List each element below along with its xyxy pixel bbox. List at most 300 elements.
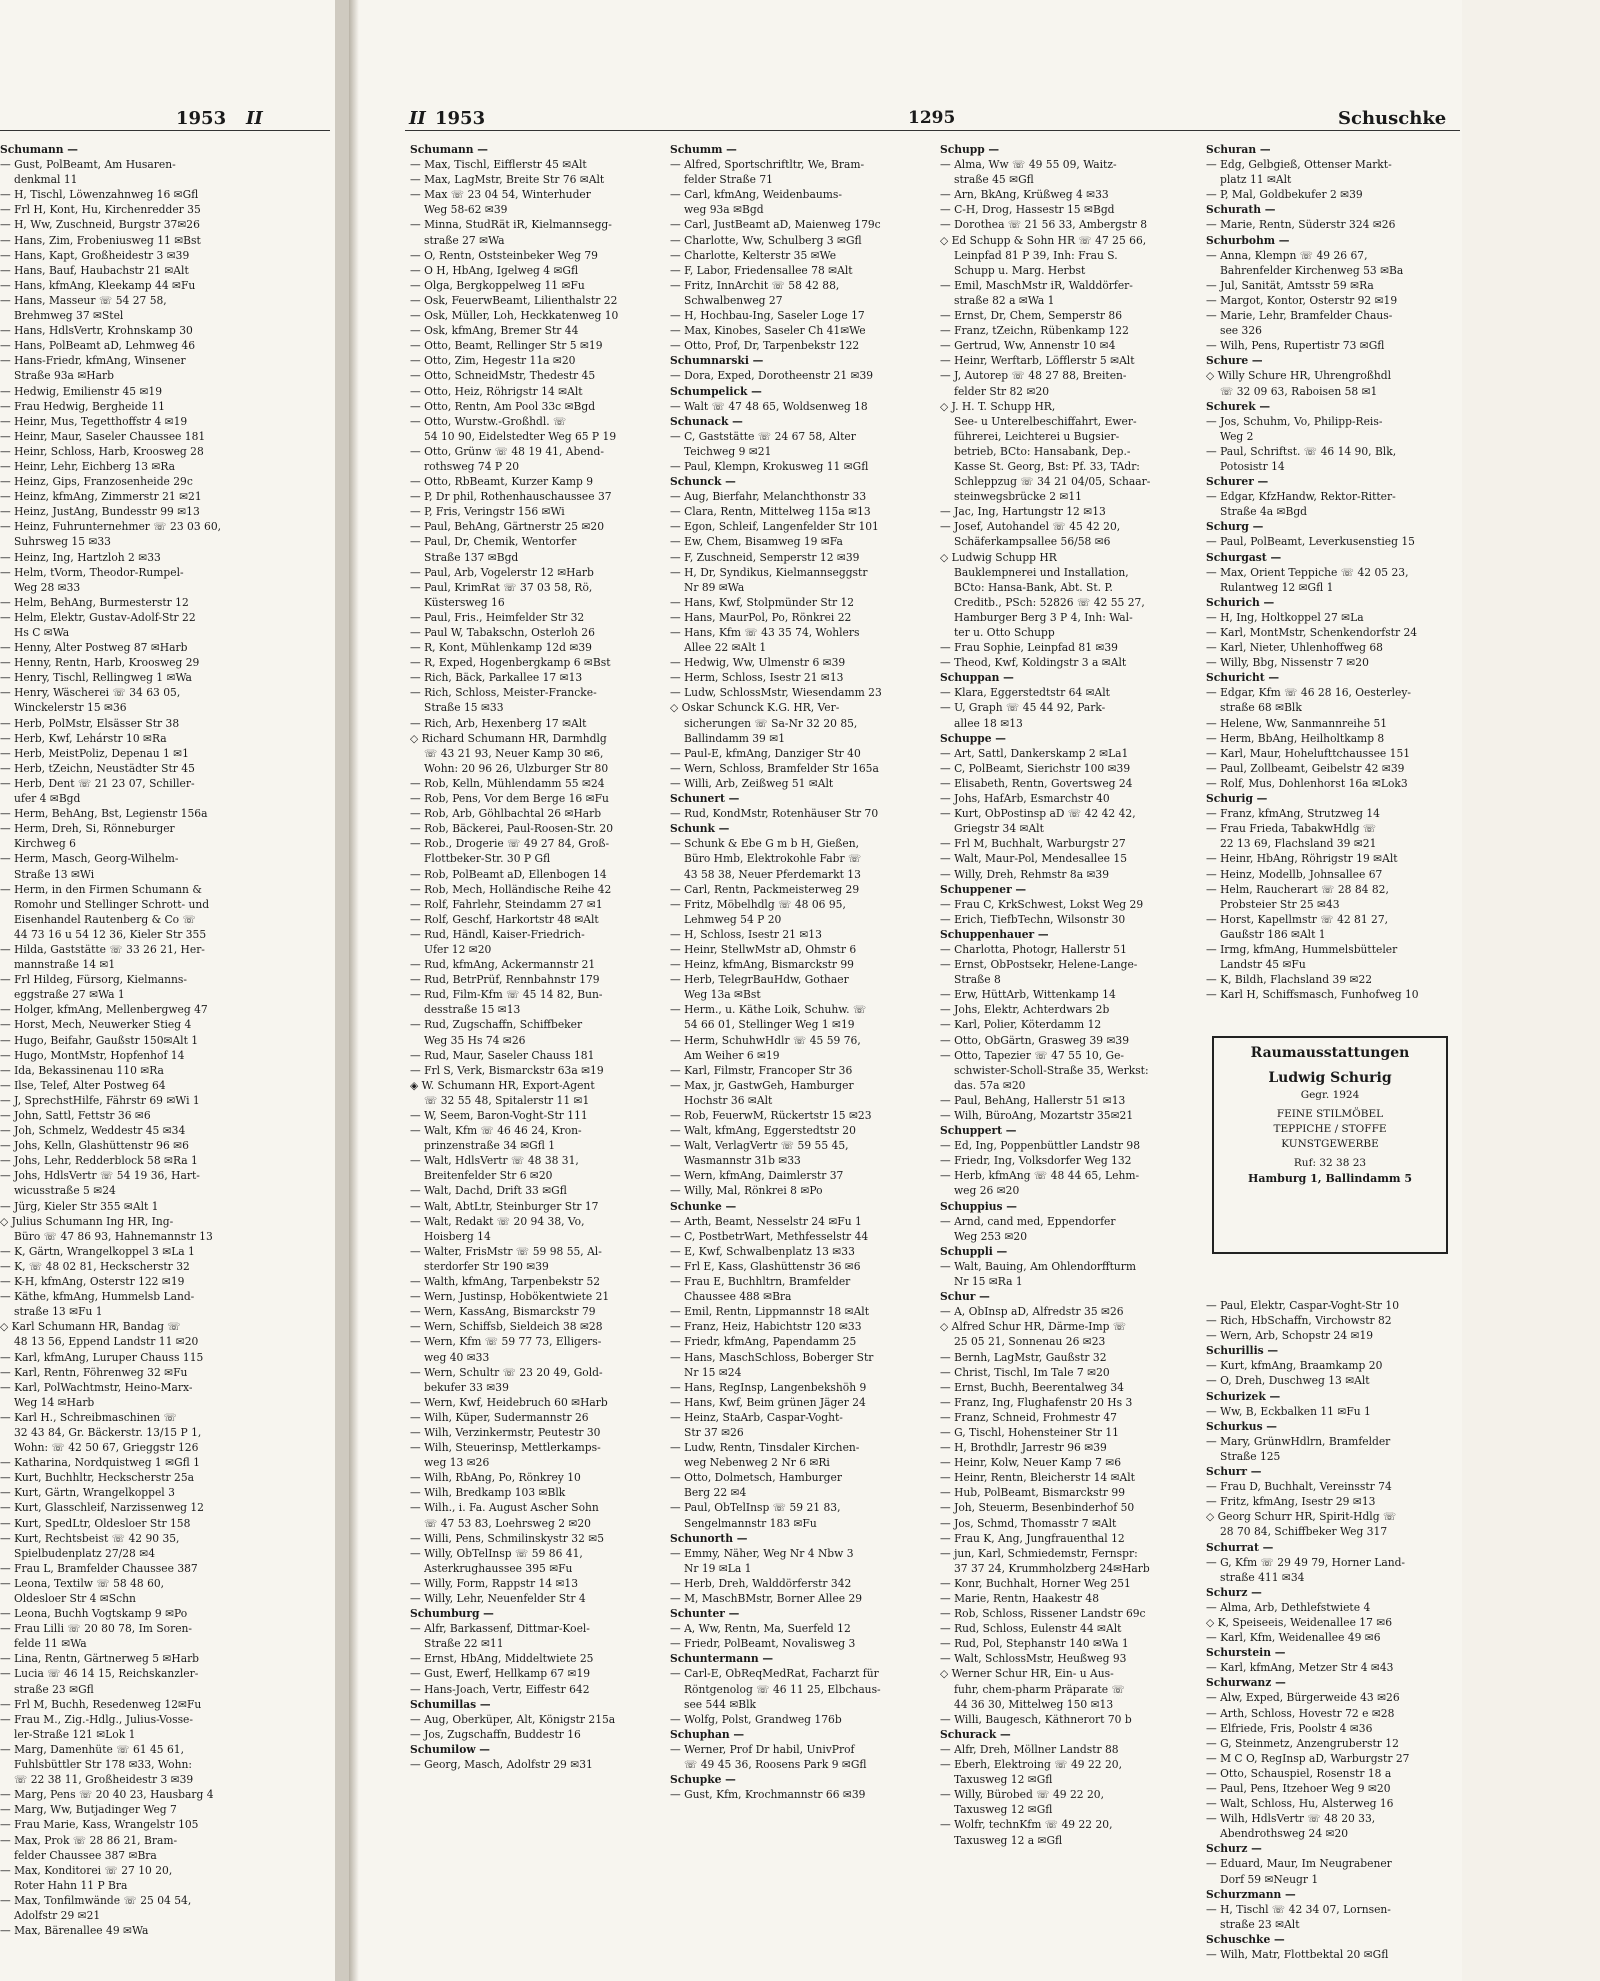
directory-entry: Probsteier Str 25 ✉43 — [1220, 897, 1340, 911]
directory-entry: Schunk — — [670, 822, 730, 836]
header-rule — [405, 130, 1460, 131]
directory-entry: — Wern, Justinsp, Hobökentwiete 21 — [410, 1290, 610, 1304]
left-page-entry: — K, Gärtn, Wrangelkoppel 3 ✉La 1 — [0, 1244, 195, 1258]
directory-entry: Schupp — — [940, 143, 1000, 156]
left-page-entry: — Hans, PolBeamt aD, Lehmweg 46 — [0, 339, 196, 353]
directory-entry: Schupp u. Marg. Herbst — [954, 263, 1086, 277]
directory-entry: Schumnarski — — [670, 354, 764, 368]
directory-entry: — Willi, Arb, Zeißweg 51 ✉Alt — [670, 776, 834, 790]
directory-entry: — Werner, Prof Dr habil, UnivProf — [670, 1742, 855, 1756]
left-page-entry: Roter Hahn 11 P Bra — [14, 1878, 128, 1892]
directory-entry: Flottbeker-Str. 30 P Gfl — [424, 852, 551, 866]
directory-entry: — Friedr, PolBeamt, Novalisweg 3 — [670, 1637, 856, 1651]
directory-entry: — Frau Sophie, Leinpfad 81 ✉39 — [940, 641, 1118, 655]
directory-entry: ◇ J. H. T. Schupp HR, — [940, 399, 1056, 413]
directory-entry: Schuphan — — [670, 1727, 745, 1741]
left-page-entry: — Holger, kfmAng, Mellenbergweg 47 — [0, 1003, 208, 1017]
directory-entry: — Fritz, Möbelhdlg ☏ 48 06 95, — [670, 897, 846, 911]
directory-entry: — Hans, MaurPol, Po, Rönkrei 22 — [670, 610, 852, 624]
directory-entry: — C-H, Drog, Hassestr 15 ✉Bgd — [940, 203, 1115, 217]
directory-entry: — C, PostbetrWart, Methfesselstr 44 — [670, 1229, 869, 1243]
directory-entry: ◇ Willy Schure HR, Uhrengroßhdl — [1206, 369, 1392, 383]
directory-entry: — Karl, kfmAng, Metzer Str 4 ✉43 — [1206, 1661, 1394, 1675]
directory-entry: — Karl, MontMstr, Schenkendorfstr 24 — [1206, 626, 1418, 639]
directory-entry: — Walt, VerlagVertr ☏ 59 55 45, — [670, 1139, 849, 1153]
directory-entry: Büro Hmb, Elektrokohle Fabr ☏ — [684, 852, 862, 866]
directory-entry: Schuppan — — [940, 671, 1014, 685]
directory-entry: Straße 15 ✉33 — [424, 701, 504, 715]
directory-entry: — Otto, Grünw ☏ 48 19 41, Abend- — [410, 444, 604, 458]
directory-entry: — Osk, kfmAng, Bremer Str 44 — [410, 324, 579, 338]
directory-entry: Nr 89 ✉Wa — [684, 580, 745, 594]
directory-entry: — Paul-E, kfmAng, Danziger Str 40 — [670, 746, 861, 760]
directory-entry: — Johs, HafArb, Esmarchstr 40 — [940, 792, 1110, 806]
left-page-entry: — Hugo, MontMstr, Hopfenhof 14 — [0, 1048, 185, 1062]
directory-entry: — Frau E, Buchhltrn, Bramfelder — [670, 1275, 851, 1289]
directory-entry: betrieb, BCto: Hansabank, Dep.- — [954, 444, 1131, 458]
directory-entry: — H, Schloss, Isestr 21 ✉13 — [670, 927, 822, 941]
directory-entry: — G, Kfm ☏ 29 49 79, Horner Land- — [1206, 1555, 1406, 1569]
directory-entry: straße 27 ✉Wa — [424, 233, 505, 247]
left-page-entry: Brehmweg 37 ✉Stel — [14, 309, 124, 323]
directory-entry: 54 66 01, Stellinger Weg 1 ✉19 — [684, 1018, 855, 1032]
directory-entry: — G, Steinmetz, Anzengruberstr 12 — [1206, 1736, 1399, 1750]
left-page-entry: — Max, Tonfilmwände ☏ 25 04 54, — [0, 1893, 192, 1907]
left-page-entry: — Heinr, Schloss, Harb, Kroosweg 28 — [0, 444, 204, 458]
directory-entry: Schäferkampsallee 56/58 ✉6 — [954, 535, 1111, 549]
directory-entry: Schunack — — [670, 414, 743, 428]
directory-entry: Schurkus — — [1206, 1419, 1277, 1433]
ad-line3: KUNSTGEWERBE — [1281, 1138, 1379, 1150]
directory-entry: — H, Brothdlr, Jarrestr 96 ✉39 — [940, 1441, 1107, 1455]
directory-entry: Schuppius — — [940, 1199, 1017, 1213]
directory-entry: — Otto, Schauspiel, Rosenstr 18 a — [1206, 1766, 1392, 1780]
directory-entry: — Christ, Tischl, Im Tale 7 ✉20 — [940, 1365, 1110, 1379]
directory-entry: das. 57a ✉20 — [954, 1078, 1026, 1092]
directory-entry: — Dorothea ☏ 21 56 33, Ambergstr 8 — [940, 218, 1148, 232]
directory-entry: 44 36 30, Mittelweg 150 ✉13 — [954, 1697, 1114, 1711]
directory-entry: — Eberh, Elektroing ☏ 49 22 20, — [940, 1758, 1122, 1772]
directory-entry: — Heinz, Modellb, Johnsallee 67 — [1206, 867, 1383, 881]
directory-entry: Straße 125 — [1220, 1449, 1281, 1463]
directory-entry: — Otto, Zim, Hegestr 11a ✉20 — [410, 354, 576, 368]
left-page-entry: — H, Ww, Zuschneid, Burgstr 37✉26 — [0, 218, 200, 232]
directory-entry: — Rob, Kelln, Mühlendamm 55 ✉24 — [410, 776, 605, 790]
left-page-entry: — Karl, kfmAng, Luruper Chauss 115 — [0, 1350, 204, 1364]
directory-entry: — Wolfg, Polst, Grandweg 176b — [670, 1712, 842, 1726]
directory-entry: — Fritz, InnArchit ☏ 58 42 88, — [670, 278, 840, 292]
directory-entry: — Edgar, Kfm ☏ 46 28 16, Oesterley- — [1206, 686, 1411, 700]
left-header-rule — [0, 130, 330, 131]
ad-title-line2: Ludwig Schurig — [1268, 1070, 1392, 1086]
left-page-entry: — Henny, Rentn, Harb, Kroosweg 29 — [0, 656, 200, 670]
directory-entry: — Frau C, KrkSchwest, Lokst Weg 29 — [940, 897, 1144, 911]
left-page-entry: — Heinr, Lehr, Eichberg 13 ✉Ra — [0, 459, 176, 473]
left-page-entry: — Ilse, Telef, Alter Postweg 64 — [0, 1078, 166, 1092]
directory-entry: 25 05 21, Sonnenau 26 ✉23 — [954, 1335, 1106, 1349]
directory-entry: — Max, jr, GastwGeh, Hamburger — [670, 1078, 854, 1092]
ad-line2: TEPPICHE / STOFFE — [1273, 1123, 1387, 1135]
directory-entry: — Rud, kfmAng, Ackermannstr 21 — [410, 958, 596, 972]
directory-entry: — Walt, kfmAng, Eggerstedtstr 20 — [670, 1124, 856, 1138]
directory-entry: — Carl-E, ObReqMedRat, Facharzt für — [670, 1667, 879, 1681]
left-page-entry: — Max, Konditorei ☏ 27 10 20, — [0, 1863, 173, 1877]
directory-entry: Schurack — — [940, 1727, 1011, 1741]
directory-entry: straße 411 ✉34 — [1220, 1570, 1305, 1584]
directory-entry: — Jos, Zugschaffn, Buddestr 16 — [410, 1727, 581, 1741]
directory-entry: — Otto, Prof, Dr, Tarpenbekstr 122 — [670, 339, 860, 353]
directory-entry: — A, ObInsp aD, Alfredstr 35 ✉26 — [940, 1305, 1124, 1319]
directory-entry: — Ernst, Dr, Chem, Semperstr 86 — [940, 309, 1123, 323]
directory-entry: — Clara, Rentn, Mittelweg 115a ✉13 — [670, 505, 871, 519]
directory-entry: — Konr, Buchhalt, Horner Weg 251 — [940, 1576, 1131, 1590]
left-page-entry: Wohn: ☏ 42 50 67, Grieggstr 126 — [14, 1441, 199, 1455]
directory-entry: — Anna, Klempn ☏ 49 26 67, — [1206, 248, 1368, 262]
directory-entry: 22 13 69, Flachsland 39 ✉21 — [1220, 837, 1377, 851]
directory-entry: Weg 58-62 ✉39 — [424, 203, 508, 217]
left-page-entry: — Lina, Rentn, Gärtnerweg 5 ✉Harb — [0, 1652, 200, 1666]
directory-entry: — Karl, Maur, Hohelufttchaussee 151 — [1206, 746, 1411, 760]
directory-entry: — Ernst, HbAng, Middeltwiete 25 — [410, 1652, 594, 1666]
directory-entry: — Wilh, Bredkamp 103 ✉Blk — [410, 1486, 566, 1500]
directory-entry: — O H, HbAng, Igelweg 4 ✉Gfl — [410, 263, 579, 277]
left-page-entry: — Käthe, kfmAng, Hummelsb Land- — [0, 1290, 195, 1304]
directory-entry: Schumann — — [410, 143, 488, 156]
directory-entry: — jun, Karl, Schmiedemstr, Fernspr: — [940, 1546, 1138, 1560]
left-page-entry: — Helm, tVorm, Theodor-Rumpel- — [0, 565, 184, 579]
directory-entry: — Charlotte, Kelterstr 35 ✉We — [670, 248, 837, 262]
directory-entry: Nr 15 ✉Ra 1 — [954, 1275, 1023, 1289]
left-page-entry: — Herb, Dent ☏ 21 23 07, Schiller- — [0, 776, 195, 790]
directory-entry: — Art, Sattl, Dankerskamp 2 ✉La1 — [940, 746, 1129, 760]
directory-entry: straße 45 ✉Gfl — [954, 173, 1034, 187]
directory-entry: — Rolf, Mus, Dohlenhorst 16a ✉Lok3 — [1206, 776, 1408, 790]
left-page-entry: Fuhlsbüttler Str 178 ✉33, Wohn: — [14, 1758, 192, 1772]
directory-entry: — Jul, Sanität, Amtsstr 59 ✉Ra — [1206, 278, 1374, 292]
directory-entry: — Rud, Händl, Kaiser-Friedrich- — [410, 927, 585, 941]
directory-entry: Schwalbenweg 27 — [684, 293, 783, 307]
directory-entry: — Rob, PolBeamt aD, Ellenbogen 14 — [410, 867, 607, 881]
directory-entry: Landstr 45 ✉Fu — [1220, 958, 1306, 972]
left-page-entry: — Henry, Wäscherei ☏ 34 63 05, — [0, 686, 181, 700]
directory-entry: ☏ 43 21 93, Neuer Kamp 30 ✉6, — [424, 746, 604, 760]
ad-address: Hamburg 1, Ballindamm 5 — [1247, 1172, 1413, 1185]
directory-entry: — Paul, PolBeamt, Leverkusenstieg 15 — [1206, 535, 1415, 549]
ad-title-line1: Raumausstattungen — [1250, 1045, 1410, 1061]
ad-line1: FEINE STILMÖBEL — [1276, 1108, 1384, 1120]
left-page-entry: — Herb, MeistPoliz, Depenau 1 ✉1 — [0, 746, 189, 760]
directory-entry: Schurich — — [1206, 595, 1275, 609]
directory-entry: ◇ Georg Schurr HR, Spirit-Hdlg ☏ — [1206, 1510, 1397, 1524]
directory-entry: sicherungen ☏ Sa-Nr 32 20 85, — [684, 716, 858, 730]
directory-entry: — Otto, ObGärtn, Grasweg 39 ✉39 — [940, 1033, 1130, 1047]
directory-entry: Straße 8 — [954, 973, 1001, 987]
left-page-entry: — Marg, Damenhüte ☏ 61 45 61, — [0, 1742, 184, 1756]
directory-entry: — J, Autorep ☏ 48 27 88, Breiten- — [940, 369, 1127, 383]
directory-entry: — Willy, Dreh, Rehmstr 8a ✉39 — [940, 867, 1110, 881]
directory-entry: Weg 2 — [1220, 429, 1254, 443]
directory-entry: see 326 — [1220, 324, 1262, 338]
directory-entry: — F, Labor, Friedensallee 78 ✉Alt — [670, 263, 853, 277]
directory-entry: — Willy, Bbg, Nissenstr 7 ✉20 — [1206, 656, 1369, 670]
left-page-entry: ☏ 22 38 11, Großheidestr 3 ✉39 — [14, 1773, 194, 1787]
directory-entry: Hamburger Berg 3 P 4, Inh: Wal- — [954, 610, 1133, 624]
directory-entry: — Heinr, Werftarb, Löfflerstr 5 ✉Alt — [940, 354, 1135, 368]
left-page-entry: — K-H, kfmAng, Osterstr 122 ✉19 — [0, 1275, 185, 1289]
directory-entry: — Rob, Pens, Vor dem Berge 16 ✉Fu — [410, 792, 609, 806]
directory-entry: Kasse St. Georg, Bst: Pf. 33, TAdr: — [954, 459, 1140, 473]
directory-entry: Griegstr 34 ✉Alt — [954, 822, 1044, 836]
left-page-entry: — Ida, Bekassinenau 110 ✉Ra — [0, 1063, 164, 1077]
left-page-entry: — Karl, Rentn, Föhrenweg 32 ✉Fu — [0, 1365, 188, 1379]
directory-entry: Schurillis — — [1206, 1344, 1279, 1358]
directory-entry: Taxusweg 12 a ✉Gfl — [954, 1833, 1063, 1847]
directory-entry: Straße 22 ✉11 — [424, 1637, 504, 1651]
directory-entry: — P, Fris, Veringstr 156 ✉Wi — [410, 505, 565, 519]
directory-entry: Hoisberg 14 — [424, 1229, 491, 1243]
directory-entry: Schurg — — [1206, 520, 1264, 534]
directory-entry: — Arth, Schloss, Hovestr 72 e ✉28 — [1206, 1706, 1395, 1720]
directory-entry: — Karl, Filmstr, Francoper Str 36 — [670, 1063, 853, 1077]
directory-entry: Ufer 12 ✉20 — [424, 942, 492, 956]
directory-entry: — Marie, Lehr, Bramfelder Chaus- — [1206, 309, 1393, 323]
directory-entry: — Gust, Kfm, Krochmannstr 66 ✉39 — [670, 1788, 866, 1802]
left-page-entry: — Heinr, Maur, Saseler Chaussee 181 — [0, 429, 206, 443]
directory-entry: — Jos, Schmd, Thomasstr 7 ✉Alt — [940, 1516, 1117, 1530]
directory-entry: — Aug, Bierfahr, Melanchthonstr 33 — [670, 490, 867, 504]
directory-entry: Schuschke — — [1206, 1932, 1285, 1946]
directory-entry: — Franz, Ing, Flughafenstr 20 Hs 3 — [940, 1395, 1133, 1409]
directory-entry: weg 26 ✉20 — [954, 1184, 1020, 1198]
left-page-entry: — Frau Lilli ☏ 20 80 78, Im Soren- — [0, 1622, 193, 1636]
directory-entry: — O, Dreh, Duschweg 13 ✉Alt — [1206, 1374, 1370, 1388]
directory-entry: Schuppener — — [940, 882, 1027, 896]
left-page-entry: Eisenhandel Rautenberg & Co ☏ — [14, 912, 196, 926]
left-page-entry: — Helm, Elektr, Gustav-Adolf-Str 22 — [0, 610, 196, 624]
directory-entry: — Wern, Kfm ☏ 59 77 73, Elligers- — [410, 1335, 602, 1349]
directory-entry: — Hans, RegInsp, Langenbekshöh 9 — [670, 1380, 867, 1394]
directory-entry: Schumburg — — [410, 1607, 494, 1621]
directory-entry: — Rob, Bäckerei, Paul-Roosen-Str. 20 — [410, 822, 614, 836]
directory-entry: — H, Dr, Syndikus, Kielmannseggstr — [670, 565, 868, 579]
directory-entry: — Wolfr, technKfm ☏ 49 22 20, — [940, 1818, 1113, 1832]
directory-entry: — Walt, AbtLtr, Steinburger Str 17 — [410, 1199, 599, 1213]
left-page-entry: — Karl H., Schreibmaschinen ☏ — [0, 1410, 177, 1424]
directory-entry: — Erw, HüttArb, Wittenkamp 14 — [940, 988, 1116, 1002]
directory-entry: — Wern, kfmAng, Daimlerstr 37 — [670, 1169, 844, 1183]
directory-column-1 — [410, 142, 668, 1822]
directory-entry: Abendrothsweg 24 ✉20 — [1220, 1827, 1349, 1841]
left-page-entry: eggstraße 27 ✉Wa 1 — [14, 988, 125, 1002]
left-page-entry: — Johs, Lehr, Redderblock 58 ✉Ra 1 — [0, 1154, 198, 1168]
directory-entry: — Rud, Pol, Stephanstr 140 ✉Wa 1 — [940, 1637, 1129, 1651]
directory-entry: — Osk, Müller, Loh, Heckkatenweg 10 — [410, 309, 619, 323]
directory-entry: straße 68 ✉Blk — [1220, 701, 1302, 715]
directory-entry: Berg 22 ✉4 — [684, 1486, 747, 1500]
directory-entry: Schuppe — — [940, 731, 1006, 745]
directory-entry: 54 10 90, Eidelstedter Weg 65 P 19 — [424, 429, 617, 443]
page-year: 1953 — [435, 108, 486, 129]
directory-entry: — Ludw, SchlossMstr, Wiesendamm 23 — [670, 686, 882, 700]
directory-entry: — Hub, PolBeamt, Bismarckstr 99 — [940, 1486, 1126, 1500]
left-page-entry: — Leona, Buchh Vogtskamp 9 ✉Po — [0, 1607, 188, 1621]
directory-entry: — Max, Tischl, Eifflerstr 45 ✉Alt — [410, 158, 587, 172]
directory-entry: Taxusweg 12 ✉Gfl — [954, 1773, 1053, 1787]
directory-entry: — Fritz, kfmAng, Isestr 29 ✉13 — [1206, 1495, 1376, 1509]
directory-entry: — Max, Kinobes, Saseler Ch 41✉We — [670, 324, 866, 338]
left-page-entry: 44 73 16 u 54 12 36, Kieler Str 355 — [14, 927, 207, 941]
directory-entry: — Willy, Lehr, Neuenfelder Str 4 — [410, 1592, 586, 1605]
directory-entry: Chaussee 488 ✉Bra — [684, 1290, 792, 1304]
directory-entry: — Herm, Schloss, Isestr 21 ✉13 — [670, 671, 844, 685]
left-page-entry: — Hedwig, Emilienstr 45 ✉19 — [0, 384, 163, 398]
left-page-entry: Spielbudenplatz 27/28 ✉4 — [14, 1546, 156, 1560]
directory-entry: — Paul, Schriftst. ☏ 46 14 90, Blk, — [1206, 444, 1397, 458]
directory-entry: — Otto, Beamt, Rellinger Str 5 ✉19 — [410, 339, 603, 353]
directory-entry: Creditb., PSch: 52826 ☏ 42 55 27, — [954, 595, 1145, 609]
directory-entry: sterdorfer Str 190 ✉39 — [424, 1259, 549, 1273]
left-page-entry: — Gust, PolBeamt, Am Husaren- — [0, 158, 176, 172]
directory-entry: — Gust, Ewerf, Hellkamp 67 ✉19 — [410, 1667, 591, 1681]
directory-entry: — Friedr, kfmAng, Papendamm 25 — [670, 1335, 857, 1349]
left-page-entry: 32 43 84, Gr. Bäckerstr. 13/15 P 1, — [14, 1425, 202, 1439]
left-page-entry: — Herb, Kwf, Lehárstr 10 ✉Ra — [0, 731, 167, 745]
directory-entry: — Wilh, Küper, Sudermannstr 26 — [410, 1410, 589, 1424]
directory-entry: — Georg, Masch, Adolfstr 29 ✉31 — [410, 1758, 593, 1772]
directory-entry: felder Str 82 ✉20 — [954, 384, 1050, 398]
directory-entry: — G, Tischl, Hohensteiner Str 11 — [940, 1425, 1119, 1439]
left-page-entry: ◇ Karl Schumann HR, Bandag ☏ — [0, 1320, 181, 1334]
directory-entry: platz 11 ✉Alt — [1220, 173, 1292, 187]
directory-entry: Schurr — — [1206, 1465, 1262, 1479]
directory-entry: fuhr, chem-pharm Präparate ☏ — [954, 1682, 1125, 1696]
directory-entry: — Wilh, Matr, Flottbektal 20 ✉Gfl — [1206, 1948, 1389, 1962]
directory-entry: — Paul, Dr, Chemik, Wentorfer — [410, 535, 577, 549]
directory-entry: — Wilh, Verzinkermstr, Peutestr 30 — [410, 1425, 601, 1439]
directory-entry: — C, Gaststätte ☏ 24 67 58, Alter — [670, 429, 856, 443]
directory-entry: — Willy, ObTelInsp ☏ 59 86 41, — [410, 1546, 583, 1560]
directory-entry: — Jac, Ing, Hartungstr 12 ✉13 — [940, 505, 1106, 519]
left-page-entry: — Herm, in den Firmen Schumann & — [0, 882, 202, 896]
directory-entry: — Ernst, Buchh, Beerentalweg 34 — [940, 1380, 1124, 1394]
left-page-entry: — Heinr, Mus, Tegetthoffstr 4 ✉19 — [0, 414, 188, 428]
directory-entry: — Emmy, Näher, Weg Nr 4 Nbw 3 — [670, 1546, 854, 1560]
directory-entry: — Edgar, KfzHandw, Rektor-Ritter- — [1206, 490, 1396, 504]
directory-entry: — Friedr, Ing, Volksdorfer Weg 132 — [940, 1154, 1132, 1168]
directory-entry: Schumilow — — [410, 1742, 490, 1756]
left-page-entry: ler-Straße 121 ✉Lok 1 — [14, 1727, 136, 1741]
directory-entry: — Karl H, Schiffsmasch, Funhofweg 10 — [1206, 988, 1419, 1002]
directory-entry: — M C O, RegInsp aD, Warburgstr 27 — [1206, 1751, 1410, 1765]
directory-entry: — Carl, JustBeamt aD, Maienweg 179c — [670, 218, 881, 232]
directory-entry: — Willi, Pens, Schmilinskystr 32 ✉5 — [410, 1531, 605, 1545]
directory-entry: ☏ 47 53 83, Loehrsweg 2 ✉20 — [424, 1516, 591, 1530]
directory-entry: — Wilh, Steuerinsp, Mettlerkamps- — [410, 1441, 601, 1455]
left-page-entry: — Heinz, Ing, Hartzloh 2 ✉33 — [0, 550, 161, 564]
directory-entry: — Edg, Gelbgieß, Ottenser Markt- — [1206, 158, 1392, 172]
directory-entry: Schurzmann — — [1206, 1887, 1296, 1901]
left-page-entry: Kirchweg 6 — [14, 837, 76, 851]
directory-entry: — Rob, FeuerwM, Rückertstr 15 ✉23 — [670, 1109, 872, 1122]
directory-entry: — H, Ing, Holtkoppel 27 ✉La — [1206, 610, 1364, 624]
directory-entry: — Franz, Heiz, Habichtstr 120 ✉33 — [670, 1320, 862, 1334]
directory-entry: Schuppenhauer — — [940, 927, 1049, 941]
directory-entry: Wasmannstr 31b ✉33 — [684, 1154, 801, 1168]
directory-entry: — Rud, BetrPrüf, Rennbahnstr 179 — [410, 973, 600, 987]
left-page-entry: — Jürg, Kieler Str 355 ✉Alt 1 — [0, 1199, 159, 1213]
left-page-entry: Büro ☏ 47 86 93, Hahnemannstr 13 — [14, 1229, 213, 1243]
directory-entry: — Schunk & Ebe G m b H, Gießen, — [670, 837, 860, 851]
directory-entry: weg 40 ✉33 — [424, 1350, 490, 1364]
directory-entry: — Rich, HbSchaffn, Virchowstr 82 — [1206, 1314, 1392, 1328]
directory-entry: — Rolf, Fahrlehr, Steindamm 27 ✉1 — [410, 897, 603, 911]
directory-entry: — Alw, Exped, Bürgerweide 43 ✉26 — [1206, 1691, 1400, 1705]
left-page-entry: — Katharina, Nordquistweg 1 ✉Gfl 1 — [0, 1456, 200, 1470]
directory-entry: — Franz, kfmAng, Strutzweg 14 — [1206, 807, 1380, 821]
left-page-entry: — Hans, Kapt, Großheidestr 3 ✉39 — [0, 248, 190, 262]
directory-entry: — Rob, Schloss, Rissener Landstr 69c — [940, 1607, 1146, 1621]
left-page-entry: — Herb, tZeichn, Neustädter Str 45 — [0, 761, 195, 775]
left-page-entry: Schumann — — [0, 143, 78, 156]
left-page-entry: Winckelerstr 15 ✉36 — [14, 701, 127, 715]
directory-entry: — Bernh, LagMstr, Gaußstr 32 — [940, 1350, 1107, 1364]
directory-entry: — Erich, TiefbTechn, Wilsonstr 30 — [940, 912, 1126, 926]
left-page-entry: denkmal 11 — [14, 173, 78, 187]
left-page-entry: Romohr und Stellinger Schrott- und — [14, 897, 210, 911]
directory-entry: Schupke — — [670, 1773, 736, 1787]
directory-column-4-continued — [1206, 1298, 1458, 1962]
left-page-entry: — Hans, Zim, Frobeniusweg 11 ✉Bst — [0, 233, 201, 247]
directory-entry: — Arn, BkAng, Krüßweg 4 ✉33 — [940, 188, 1109, 202]
directory-entry: — Hans, Kfm ☏ 43 35 74, Wohlers — [670, 626, 860, 639]
left-page-entry: — Karl, PolWachtmstr, Heino-Marx- — [0, 1380, 193, 1394]
left-page-entry: — Kurt, Gärtn, Wrangelkoppel 3 — [0, 1486, 175, 1500]
left-page-entry: — Heinz, Gips, Franzosenheide 29c — [0, 475, 193, 489]
directory-entry: see 544 ✉Blk — [684, 1697, 757, 1711]
directory-entry: — E, Kwf, Schwalbenplatz 13 ✉33 — [670, 1244, 855, 1258]
directory-entry: BCto: Hansa-Bank, Abt. St. P. — [954, 580, 1113, 594]
left-page-entry: — Frau Marie, Kass, Wrangelstr 105 — [0, 1818, 199, 1832]
page-roman-numeral: II — [409, 108, 426, 129]
directory-entry: — Elisabeth, Rentn, Govertsweg 24 — [940, 776, 1133, 790]
left-page-entry: — Lucia ☏ 46 14 15, Reichskanzler- — [0, 1667, 199, 1681]
directory-entry: — Elfriede, Fris, Poolstr 4 ✉36 — [1206, 1721, 1373, 1735]
left-page-entry: — Horst, Mech, Neuwerker Stieg 4 — [0, 1018, 192, 1032]
directory-entry: — Helm, Raucherart ☏ 28 84 82, — [1206, 882, 1389, 896]
directory-entry: — U, Graph ☏ 45 44 92, Park- — [940, 701, 1106, 715]
directory-entry: Schunert — — [670, 792, 740, 806]
directory-entry: Schunck — — [670, 475, 736, 489]
left-page-entry: — Kurt, SpedLtr, Oldesloer Str 158 — [0, 1516, 191, 1530]
directory-entry: Röntgenolog ☏ 46 11 25, Elbchaus- — [684, 1682, 881, 1696]
directory-entry: — H, Tischl ☏ 42 34 07, Lornsen- — [1206, 1902, 1391, 1916]
directory-entry: — Herm., u. Käthe Loik, Schuhw. ☏ — [670, 1003, 867, 1017]
directory-entry: — Emil, MaschMstr iR, Walddörfer- — [940, 278, 1133, 292]
directory-entry: — Paul, Arb, Vogelerstr 12 ✉Harb — [410, 565, 594, 579]
directory-entry: — Walt, Schloss, Hu, Alsterweg 16 — [1206, 1797, 1394, 1811]
directory-entry: — Otto, SchneidMstr, Thedestr 45 — [410, 369, 596, 383]
directory-entry: — Marie, Rentn, Haakestr 48 — [940, 1592, 1100, 1605]
directory-entry: — Dora, Exped, Dorotheenstr 21 ✉39 — [670, 369, 874, 383]
gutter-shadow — [349, 0, 359, 1981]
left-page-roman: II — [246, 108, 263, 129]
directory-entry: Taxusweg 12 ✉Gfl — [954, 1803, 1053, 1817]
left-page-entry: — Johs, Kelln, Glashüttenstr 96 ✉6 — [0, 1139, 189, 1153]
directory-entry: ◇ Ludwig Schupp HR — [940, 550, 1057, 564]
directory-entry: — Carl, Rentn, Packmeisterweg 29 — [670, 882, 860, 896]
directory-entry: — Alfr, Barkassenf, Dittmar-Koel- — [410, 1622, 590, 1636]
directory-entry: — Alfred, Sportschriftltr, We, Bram- — [670, 158, 865, 172]
